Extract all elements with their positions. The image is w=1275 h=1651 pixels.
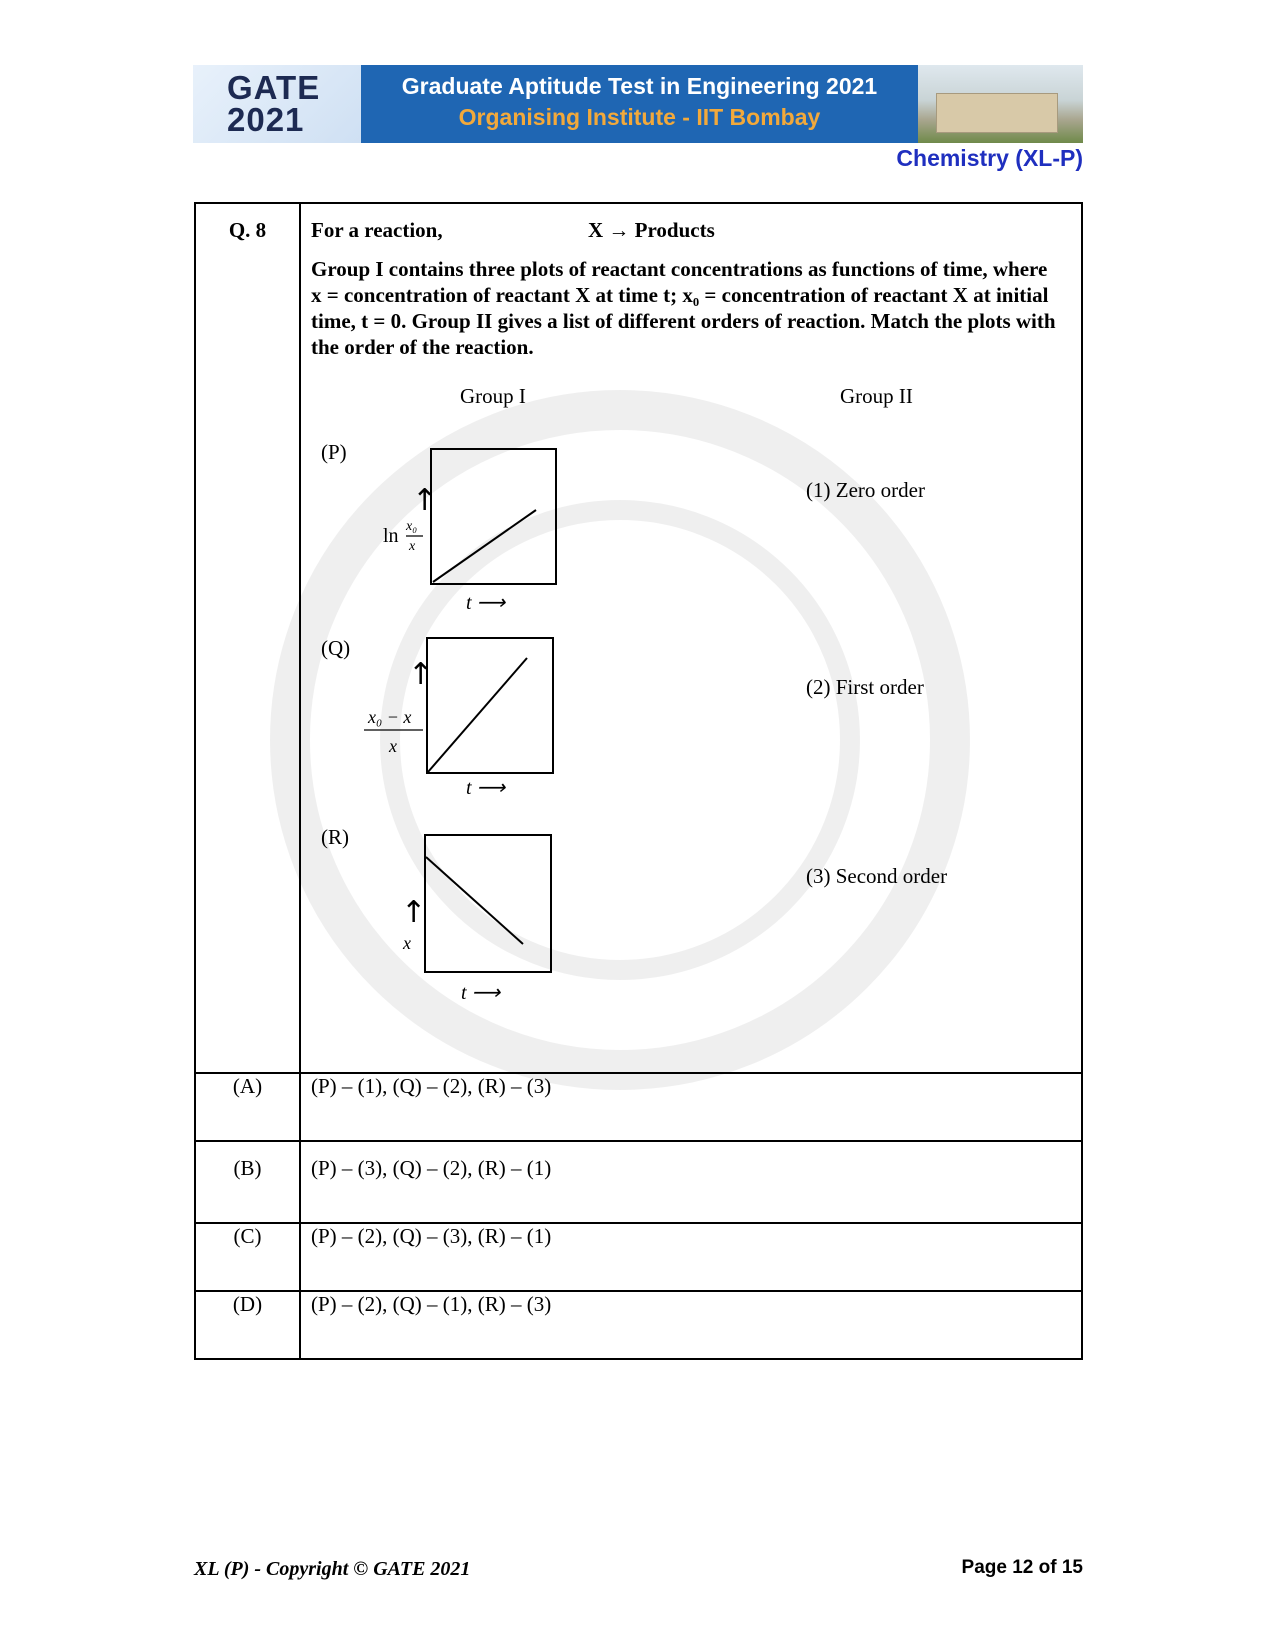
option-b-label: (B) — [195, 1141, 300, 1223]
plot-r-label: (R) — [321, 825, 349, 849]
plot-r-ylabel: x — [403, 933, 411, 953]
plot-q-ylabel-num: x₀ − x — [368, 707, 412, 727]
plot-q — [361, 636, 571, 816]
plot-p-label: (P) — [321, 440, 347, 464]
subject-title: Chemistry (XL-P) — [896, 145, 1083, 171]
building-image — [936, 93, 1058, 133]
option-c-label: (C) — [195, 1223, 300, 1291]
question-body-cell — [300, 203, 1082, 1073]
up-arrow-icon: ↑ — [412, 483, 438, 518]
plot-q-line — [428, 658, 527, 772]
plot-p-ylabel-num: x₀ — [406, 519, 418, 534]
plot-q-label: (Q) — [321, 636, 351, 660]
question-table — [194, 202, 1083, 1360]
question-text: Group I contains three plots of reactant concentrations as functions of time, where x = concentration of reactant X at time t; x₀ = concentration of reactant X at initial time, t = 0. Group II gives a list of different orders of reaction. Match the plots with the order of the reaction. — [311, 257, 1056, 359]
plot-r — [361, 834, 571, 1014]
plot-q-ylabel-den: x — [389, 736, 397, 756]
footer-page-number: Page 12 of 15 — [961, 1557, 1083, 1578]
question-body — [301, 204, 1081, 1072]
option-d-text: (P) – (2), (Q) – (1), (R) – (3) — [300, 1291, 1082, 1359]
option-d-label: (D) — [195, 1291, 300, 1359]
question-number: Q. 8 — [195, 203, 300, 1073]
option-a-label: (A) — [195, 1073, 300, 1141]
stem-intro: For a reaction, — [311, 218, 443, 242]
exam-title: Graduate Aptitude Test in Engineering 2021 — [401, 73, 878, 99]
group2-item-2: (2) First order — [806, 675, 924, 699]
plot-p-line — [433, 510, 536, 582]
plot-p-xlabel: t ⟶ — [466, 592, 506, 614]
plot-p — [361, 442, 571, 622]
reaction-equation: X → Products — [588, 218, 715, 242]
plot-p-ylabel-den: x — [409, 539, 416, 554]
plot-r-frame — [425, 835, 551, 972]
footer-copyright: XL (P) - Copyright © GATE 2021 — [194, 1558, 471, 1580]
group2-item-3: (3) Second order — [806, 864, 948, 888]
option-c-text: (P) – (2), (Q) – (3), (R) – (1) — [300, 1223, 1082, 1291]
banner-title-block — [361, 65, 918, 143]
campus-photo — [918, 65, 1083, 143]
up-arrow-icon: ↑ — [408, 657, 434, 692]
group2-item-1: (1) Zero order — [806, 478, 925, 502]
logo-text-gate: GATE — [227, 69, 321, 106]
option-a-text: (P) – (1), (Q) – (2), (R) – (3) — [300, 1073, 1082, 1141]
plot-r-line — [426, 857, 523, 944]
organising-institute: Organising Institute - IIT Bombay — [458, 104, 821, 130]
logo-text-year: 2021 — [227, 101, 305, 138]
option-b-text: (P) – (3), (Q) – (2), (R) – (1) — [300, 1141, 1082, 1223]
plot-p-ylabel: ln — [383, 525, 399, 547]
plot-r-xlabel: t ⟶ — [461, 982, 501, 1004]
group1-heading: Group I — [460, 384, 526, 408]
header-banner — [193, 65, 1083, 143]
plot-p-frame — [431, 449, 556, 584]
gate-logo — [193, 65, 361, 143]
group2-heading: Group II — [840, 384, 913, 408]
up-arrow-icon: ↑ — [401, 895, 427, 930]
plot-q-xlabel: t ⟶ — [466, 777, 506, 799]
